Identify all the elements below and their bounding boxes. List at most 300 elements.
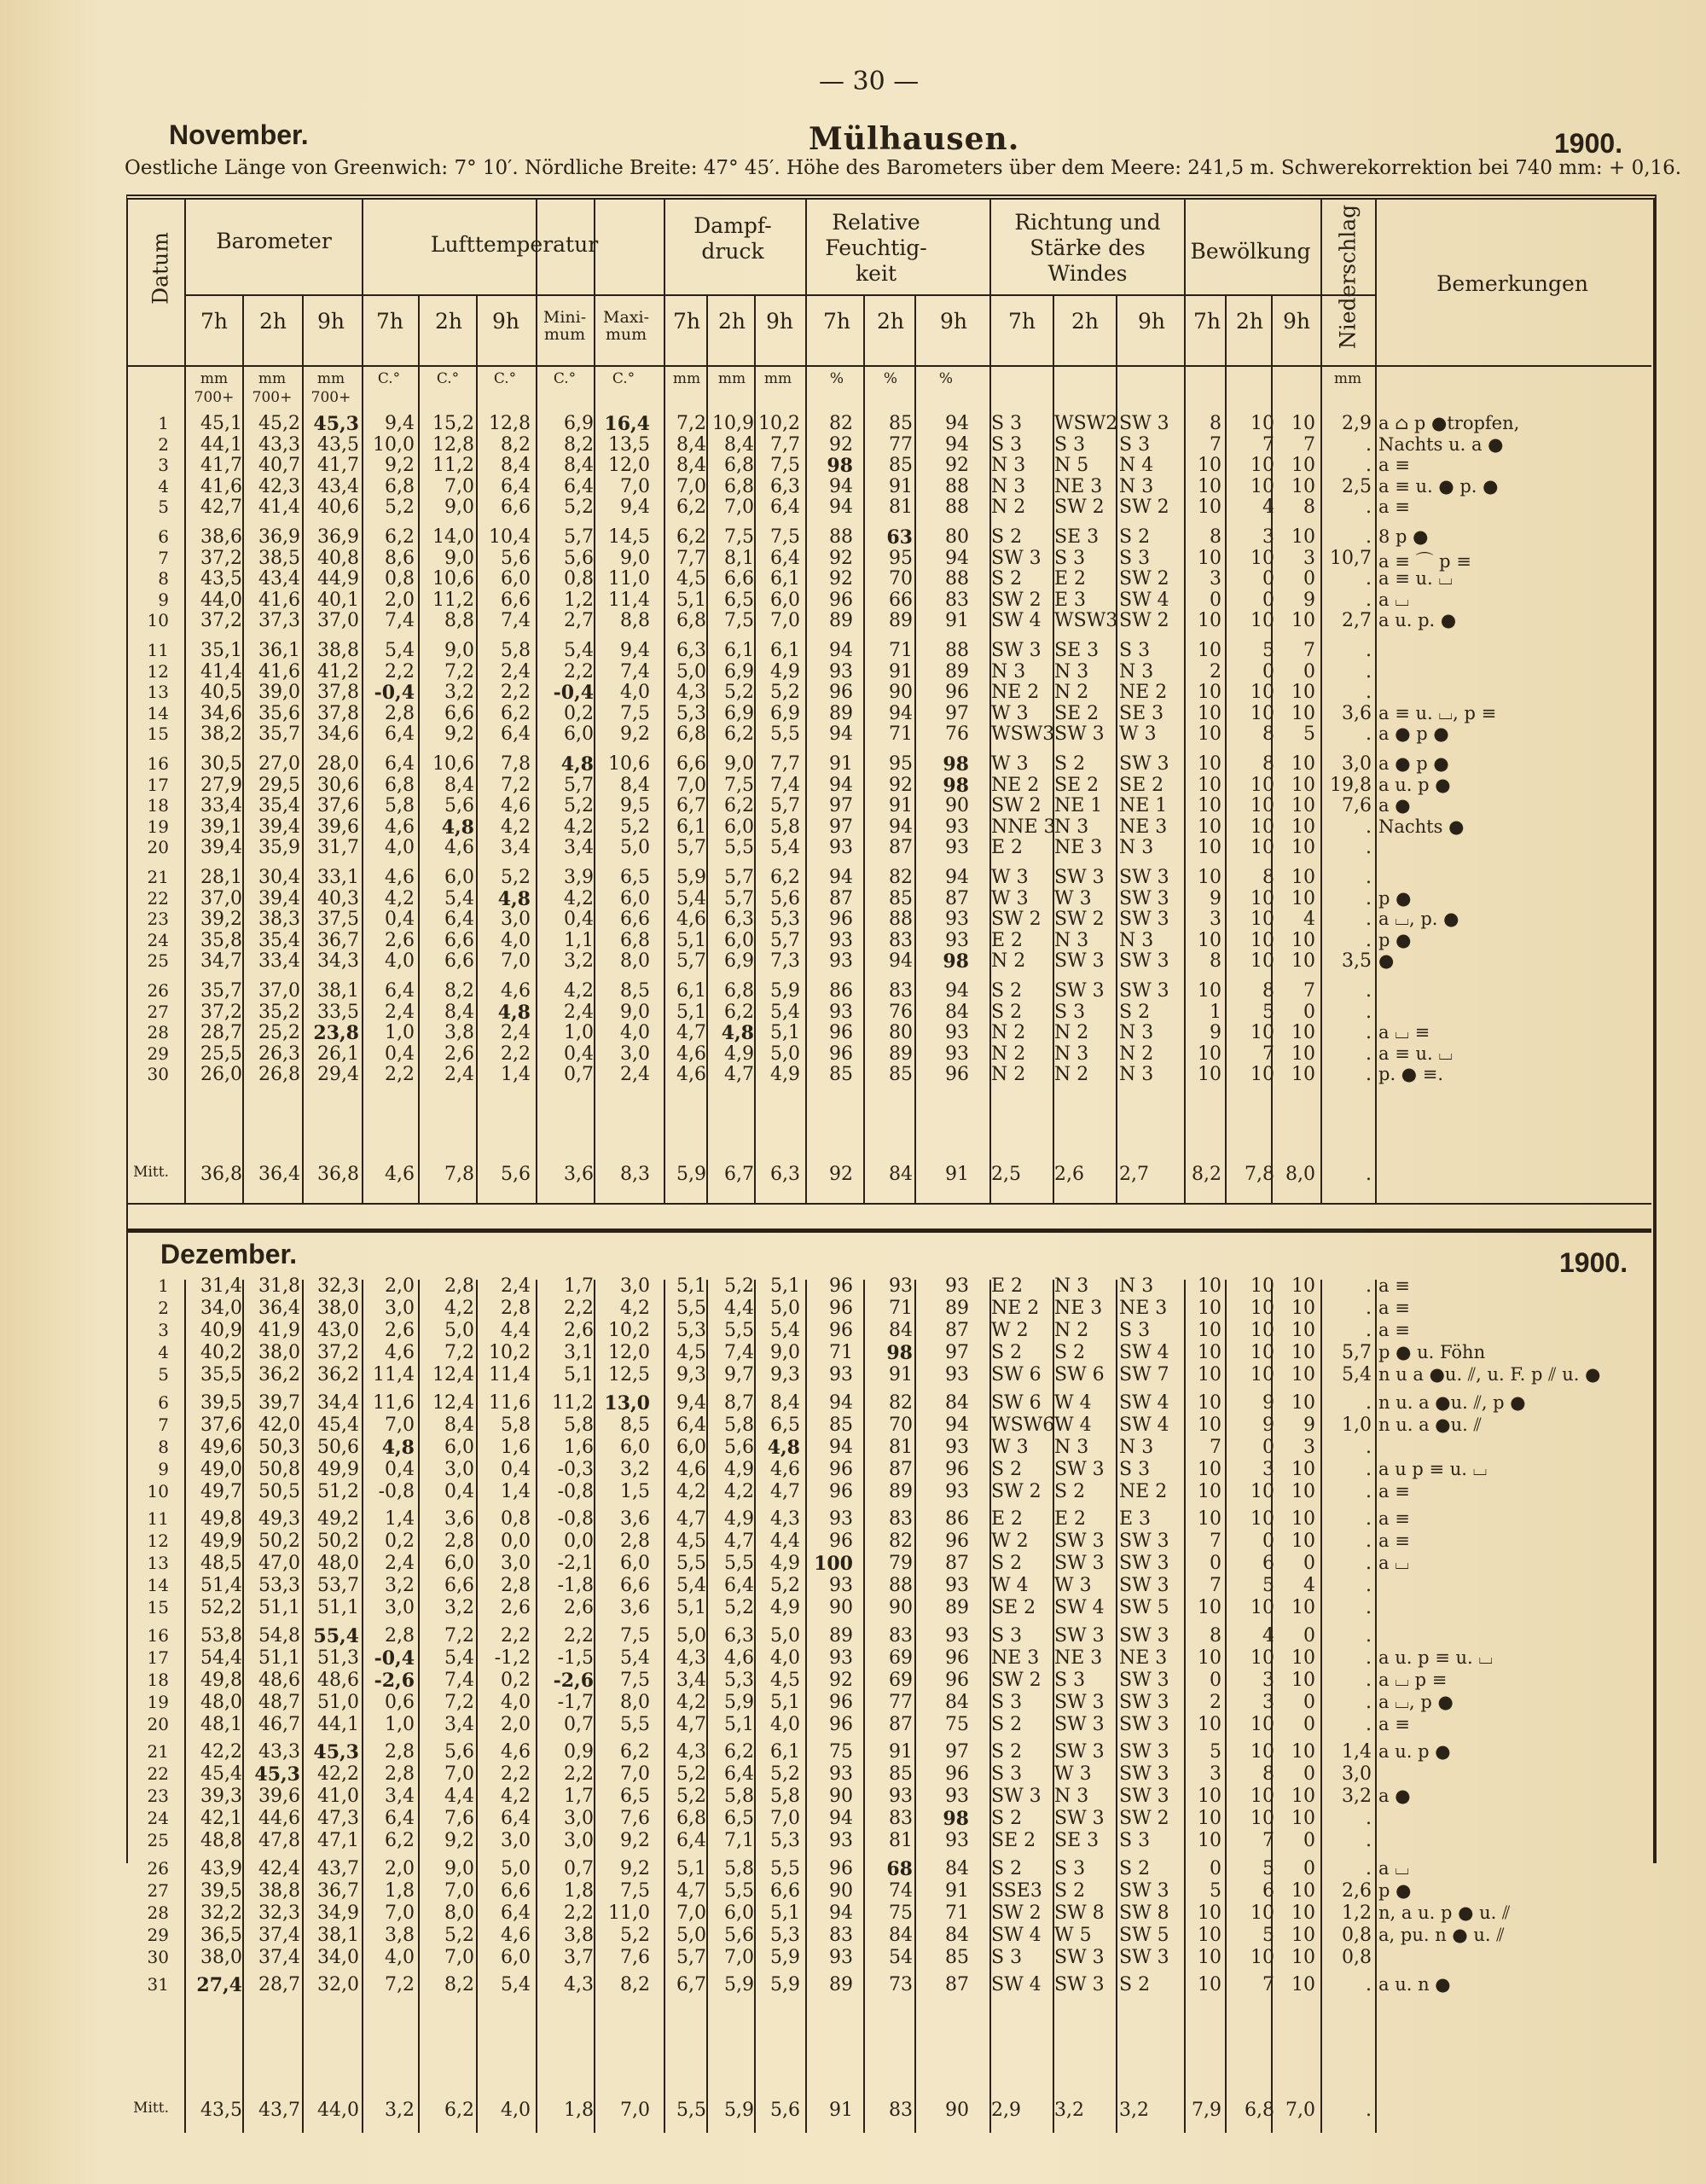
cell: 14,0	[432, 526, 474, 548]
cell: 3,0	[620, 1043, 650, 1065]
cell: 93	[829, 1001, 853, 1023]
cell: 85	[829, 1064, 853, 1085]
cell: 14,5	[608, 526, 650, 548]
cell: 10	[1291, 1786, 1315, 1808]
cell: SW 2	[991, 795, 1042, 816]
cell: NE 2	[991, 774, 1040, 796]
cell: S 3	[1119, 1458, 1151, 1480]
cell: a ≡ u. ⌴	[1378, 568, 1454, 589]
grid-line	[1375, 198, 1377, 1205]
cell: 96	[829, 1275, 853, 1297]
cell: 10	[1250, 1508, 1274, 1530]
cell: 36,9	[258, 526, 300, 548]
cell: E 2	[991, 837, 1024, 858]
cell: 9,5	[620, 795, 650, 816]
cell: .	[1366, 1713, 1372, 1735]
cell: 7,2	[385, 1974, 415, 1995]
cell: 10	[1291, 1320, 1315, 1342]
cell: 96	[829, 1531, 853, 1553]
cell: 6,1	[676, 980, 706, 1002]
cell: .	[1366, 1043, 1372, 1065]
cell: 44,0	[200, 589, 242, 611]
cell: 5,3	[770, 909, 800, 930]
cell: 8,0	[1285, 1164, 1315, 1185]
cell: 88	[945, 640, 969, 661]
cell: .	[1366, 837, 1372, 858]
cell: n u. a ●u. ⫽, p ●	[1378, 1391, 1526, 1413]
cell: 7,4	[724, 1342, 754, 1364]
cell: 71	[889, 1298, 913, 1320]
cell: 6,0	[620, 1436, 650, 1458]
cell: 10	[1198, 702, 1221, 724]
cell: 2,4	[501, 1275, 531, 1297]
cell: SW 3	[1119, 950, 1169, 972]
cell: 0	[1262, 589, 1274, 611]
cell: 4,6	[444, 837, 474, 858]
cell: 10	[1198, 795, 1221, 816]
cell: 1,4	[385, 1508, 415, 1530]
cell: SE 2	[991, 1830, 1036, 1852]
cell: 2,4	[385, 1553, 415, 1575]
grid-line	[1225, 1280, 1227, 2133]
cell: 40,8	[317, 547, 359, 569]
cell: 8	[1210, 413, 1221, 434]
cell: 10	[1250, 1022, 1274, 1043]
cell: 12,0	[608, 455, 650, 476]
cell: 1,0	[564, 1022, 594, 1043]
cell: E 2	[1054, 1508, 1087, 1530]
cell: 11	[147, 1508, 169, 1529]
cell: 7	[1210, 1436, 1221, 1458]
cell: 5,1	[770, 1691, 800, 1713]
cell: 0	[1262, 1436, 1274, 1458]
cell: 3,4	[676, 1669, 706, 1691]
cell: 1,6	[501, 1436, 531, 1458]
cell: 5,7	[564, 774, 594, 796]
cell: 10	[1291, 887, 1315, 909]
cell: 37,2	[200, 1001, 242, 1023]
grid-line	[805, 198, 807, 1205]
cell: 2,8	[385, 1741, 415, 1763]
cell: 35,8	[200, 929, 242, 951]
cell: 5,7	[676, 837, 706, 858]
cell: N 4	[1119, 455, 1154, 476]
cell: 11,2	[432, 589, 474, 611]
cell: SW 2	[1119, 568, 1169, 590]
cell: 4,3	[564, 1974, 594, 1995]
cell: 2,2	[564, 660, 594, 682]
cell: 22	[147, 1763, 169, 1785]
cell: 12,8	[432, 433, 474, 456]
cell: Nachts ●	[1378, 816, 1465, 837]
cell: 10	[1291, 1647, 1315, 1669]
cell: 91	[945, 1879, 969, 1902]
cell: SW 3	[1119, 1946, 1169, 1968]
cell: 5,4	[770, 1001, 800, 1023]
cell: S 3	[1054, 1001, 1086, 1023]
cell: n, a u. p ● u. ⫽	[1378, 1902, 1511, 1923]
cell: 10	[1291, 1669, 1315, 1691]
cell: 5,3	[770, 1830, 800, 1852]
cell: NE 3	[1054, 1647, 1103, 1669]
cell: 45,3	[254, 1763, 300, 1786]
cell: 47,3	[317, 1808, 359, 1830]
cell: 6,1	[770, 568, 800, 590]
cell: .	[1366, 1320, 1372, 1342]
cell: N 3	[991, 475, 1026, 497]
cell: 10	[1250, 1275, 1274, 1297]
cell: 11,4	[489, 1364, 531, 1386]
cell: 6,8	[676, 1808, 706, 1830]
cell: 6,6	[770, 1879, 800, 1902]
cell: W 4	[1054, 1391, 1092, 1414]
cell: 34,6	[317, 723, 359, 745]
unit-700: 700+	[310, 389, 351, 406]
cell: 83	[889, 1624, 913, 1647]
cell: 7,0	[724, 497, 754, 518]
cell: 5,9	[770, 980, 800, 1002]
cell: 91	[889, 1364, 913, 1386]
cell: 2,2	[564, 1763, 594, 1786]
cell: 2,6	[444, 1043, 474, 1065]
cell: 54	[889, 1946, 913, 1968]
cell: 0	[1262, 1531, 1274, 1553]
cell: 5,4	[770, 1320, 800, 1342]
cell: a ● p ●	[1378, 753, 1449, 774]
cell: NE 3	[1119, 1647, 1168, 1669]
cell: 26,1	[317, 1043, 359, 1065]
cell: 37,3	[258, 610, 300, 631]
cell: 8,8	[620, 610, 650, 631]
cell: 98	[943, 753, 969, 775]
cell: 2,7	[564, 610, 594, 631]
cell: 3,0	[501, 1830, 531, 1852]
cell: .	[1366, 1669, 1372, 1691]
cell: 5	[158, 497, 169, 517]
cell: 5,8	[724, 1414, 754, 1436]
cell: 93	[945, 1480, 969, 1502]
cell: 5,7	[676, 1946, 706, 1968]
cell: 1,0	[385, 1022, 415, 1043]
header-datum: Datum	[148, 232, 173, 305]
cell: 7,0	[444, 1946, 474, 1968]
cell: 2,8	[444, 1275, 474, 1297]
cell: 40,6	[317, 497, 359, 518]
sub-header-t2: 2h	[876, 309, 904, 334]
cell: 4	[1262, 497, 1274, 518]
cell: 3,4	[444, 1713, 474, 1735]
header-bemerkungen: Bemerkungen	[1436, 271, 1588, 296]
cell: 6,8	[676, 723, 706, 745]
cell: 9,0	[724, 753, 754, 775]
cell: 4,4	[501, 1320, 531, 1342]
unit-celsius: C.°	[612, 370, 635, 387]
cell: 10	[1198, 837, 1221, 858]
cell: 84	[889, 1164, 913, 1185]
unit-mm: mm	[672, 370, 701, 387]
cell: 48,5	[200, 1553, 242, 1575]
cell: 96	[945, 682, 969, 703]
cell: 38,0	[258, 1342, 300, 1364]
cell: -0,4	[374, 682, 415, 704]
cell: 94	[829, 475, 853, 497]
cell: 3,0	[1342, 753, 1372, 775]
cell: 40,7	[258, 455, 300, 476]
cell: SE 3	[1054, 640, 1100, 661]
cell: 33,1	[317, 867, 359, 888]
cell: 96	[829, 589, 853, 611]
cell: .	[1366, 1575, 1372, 1597]
cell: 6	[1262, 1879, 1274, 1902]
cell: 6,0	[620, 1553, 650, 1575]
cell: 49,2	[317, 1508, 359, 1530]
cell: 8	[1262, 753, 1274, 775]
cell: 4,6	[676, 1064, 706, 1085]
cell: S 2	[991, 980, 1023, 1002]
cell: 46,7	[258, 1713, 300, 1735]
cell: 5,8	[564, 1414, 594, 1436]
cell: NE 1	[1054, 795, 1103, 816]
cell: 20	[147, 1713, 169, 1734]
header-dampfdruck: Dampf-druck	[693, 213, 772, 264]
cell: 4,6	[676, 1043, 706, 1065]
cell: 7	[1262, 433, 1274, 456]
cell: 10	[1198, 1830, 1221, 1852]
cell: 1,8	[385, 1879, 415, 1902]
cell: 0,2	[385, 1531, 415, 1553]
cell: a ● p ●	[1378, 723, 1449, 744]
cell: N 3	[1054, 1043, 1089, 1065]
cell: 2,6	[385, 1320, 415, 1342]
cell: 10	[1198, 1480, 1221, 1502]
cell: 8,4	[444, 1414, 474, 1436]
cell: 6,6	[444, 929, 474, 951]
cell: 2,6	[564, 1597, 594, 1619]
cell: 54,4	[200, 1647, 242, 1669]
cell: 0,6	[385, 1691, 415, 1713]
cell: 5,3	[770, 1924, 800, 1946]
unit-mm: mm	[717, 370, 746, 387]
cell: 96	[829, 909, 853, 930]
cell: 3,4	[564, 837, 594, 858]
cell: 5,8	[724, 1786, 754, 1808]
cell: p ● u. Föhn	[1378, 1342, 1486, 1363]
cell: a ≡	[1378, 1508, 1410, 1529]
cell: 6,5	[770, 1414, 800, 1436]
cell: 3	[1262, 1458, 1274, 1480]
cell: W 3	[1119, 723, 1157, 745]
cell: .	[1366, 497, 1372, 518]
cell: 96	[829, 1480, 853, 1502]
cell: 12,8	[489, 413, 531, 434]
cell: 6,6	[444, 950, 474, 972]
cell: 7,2	[501, 774, 531, 796]
cell: 10	[1291, 1974, 1315, 1995]
cell: 10	[1291, 929, 1315, 951]
cell: 2,5	[991, 1164, 1021, 1185]
cell: S 3	[1054, 1857, 1086, 1879]
cell: N 3	[1119, 929, 1154, 951]
cell: 4,0	[770, 1647, 800, 1669]
cell: S 3	[1119, 547, 1151, 569]
cell: 42,4	[258, 1857, 300, 1879]
cell: 4	[158, 1342, 169, 1363]
cell: 43,7	[317, 1857, 359, 1879]
cell: 39,4	[258, 816, 300, 838]
cell: -0,4	[374, 1647, 415, 1670]
cell: 3,0	[1342, 1763, 1372, 1786]
cell: 84	[945, 1924, 969, 1946]
cell: 10	[1291, 1391, 1315, 1414]
cell: 3	[158, 1320, 169, 1341]
cell: SW 3	[1119, 980, 1169, 1002]
cell: 0,4	[444, 1480, 474, 1502]
cell: 10	[1250, 1946, 1274, 1968]
cell: S 2	[1119, 526, 1151, 548]
cell: SW 3	[1054, 1691, 1105, 1713]
cell: 37,0	[200, 887, 242, 909]
cell: SW 3	[1119, 753, 1169, 775]
cell: 0	[1210, 1857, 1221, 1879]
cell: 86	[945, 1508, 969, 1530]
cell: 6,2	[385, 1830, 415, 1852]
cell: 40,9	[200, 1320, 242, 1342]
cell: 6,0	[724, 1902, 754, 1924]
cell: SW 3	[1054, 867, 1105, 888]
cell: 70	[889, 568, 913, 590]
grid-line	[1184, 198, 1186, 1205]
cell: 3	[1210, 568, 1221, 590]
cell: 4,9	[724, 1043, 754, 1065]
header-feuchtigkeit: Relative Feuchtig-keit	[825, 210, 927, 286]
cell: 10	[1250, 816, 1274, 838]
cell: .	[1366, 1597, 1372, 1619]
cell: 6,4	[385, 753, 415, 775]
cell: 5,4	[444, 887, 474, 909]
cell: 10	[1198, 1414, 1221, 1436]
cell: SW 8	[1119, 1902, 1169, 1924]
cell: 45,2	[258, 413, 300, 434]
cell: 69	[889, 1669, 913, 1691]
cell: 3,0	[620, 1275, 650, 1297]
cell: 10	[1250, 774, 1274, 796]
cell: 5,5	[724, 837, 754, 858]
cell: 2,2	[385, 1064, 415, 1085]
sub-header-t7: 7h	[200, 309, 228, 334]
cell: .	[1366, 1164, 1372, 1185]
cell: 7,5	[724, 774, 754, 796]
cell: 4,3	[676, 1741, 706, 1763]
cell: 10	[1250, 413, 1274, 434]
cell: 8,4	[676, 433, 706, 456]
cell: 6,0	[770, 589, 800, 611]
cell: 10,6	[432, 753, 474, 775]
cell: 4	[1303, 909, 1315, 930]
cell: 4,2	[501, 1786, 531, 1808]
cell: 88	[945, 475, 969, 497]
cell: 34,6	[200, 702, 242, 724]
cell: -1,8	[557, 1575, 594, 1597]
cell: 4,8	[381, 1436, 415, 1459]
grid-line	[594, 198, 595, 1205]
cell: 93	[945, 1830, 969, 1852]
cell: 37,2	[317, 1342, 359, 1364]
cell: 4,8	[441, 816, 474, 839]
cell: 5	[1262, 1857, 1274, 1879]
cell: 7,4	[501, 610, 531, 631]
cell: 45,3	[313, 1741, 359, 1763]
cell: 7,6	[1342, 795, 1372, 816]
cell: 10	[1198, 497, 1221, 518]
cell: SE 3	[1054, 1830, 1100, 1852]
cell: 39,4	[200, 837, 242, 858]
cell: 8,4	[444, 1001, 474, 1023]
unit-mm: mm	[1333, 370, 1362, 387]
cell: a ●	[1378, 795, 1411, 816]
header-wind: Richtung und Stärke des Windes	[1014, 210, 1161, 286]
cell: 5,1	[676, 1001, 706, 1023]
cell: 8	[1262, 980, 1274, 1002]
cell: 8,4	[564, 455, 594, 476]
cell: 0	[1303, 1830, 1315, 1852]
cell: N 2	[1054, 682, 1089, 703]
cell: 10	[1291, 682, 1315, 703]
grid-line	[184, 294, 1375, 296]
cell: 7,3	[770, 950, 800, 972]
cell: 17	[147, 774, 169, 795]
cell: 82	[829, 413, 853, 434]
cell: N 2	[1119, 1043, 1154, 1065]
cell: 10	[147, 1480, 169, 1502]
cell: 7,5	[620, 1624, 650, 1647]
cell: 5,2	[444, 1924, 474, 1946]
cell: 51,1	[317, 1597, 359, 1619]
cell: .	[1366, 2100, 1372, 2121]
cell: 10	[1250, 1597, 1274, 1619]
cell: 8,2	[564, 433, 594, 456]
cell: 0,2	[564, 702, 594, 724]
cell: 0,8	[1342, 1946, 1372, 1968]
cell: 6,1	[770, 640, 800, 661]
cell: .	[1366, 1691, 1372, 1713]
cell: 9	[158, 589, 169, 610]
grid-line	[594, 1280, 595, 2133]
cell: 8,2	[620, 1974, 650, 1995]
cell: 93	[829, 1830, 853, 1852]
cell: 10	[1250, 887, 1274, 909]
cell: 83	[889, 929, 913, 951]
cell: 6,8	[676, 610, 706, 631]
cell: 3	[1210, 1763, 1221, 1786]
cell: 7,2	[444, 1691, 474, 1713]
cell: 0,8	[564, 568, 594, 590]
cell: N 2	[991, 950, 1026, 972]
cell: 13,0	[604, 1391, 650, 1414]
cell: 97	[829, 816, 853, 838]
cell: 38,8	[317, 640, 359, 661]
grid-line	[914, 1280, 916, 2133]
cell: SW 3	[1054, 1553, 1105, 1575]
cell: 90	[829, 1597, 853, 1619]
cell: 49,8	[200, 1669, 242, 1691]
cell: 4,2	[444, 1298, 474, 1320]
cell: a, pu. n ● u. ⫽	[1378, 1924, 1505, 1945]
cell: 4,2	[676, 1691, 706, 1713]
cell: 27	[147, 1001, 169, 1022]
cell: p ●	[1378, 887, 1412, 909]
cell: 93	[945, 929, 969, 951]
cell: 0,4	[501, 1458, 531, 1480]
